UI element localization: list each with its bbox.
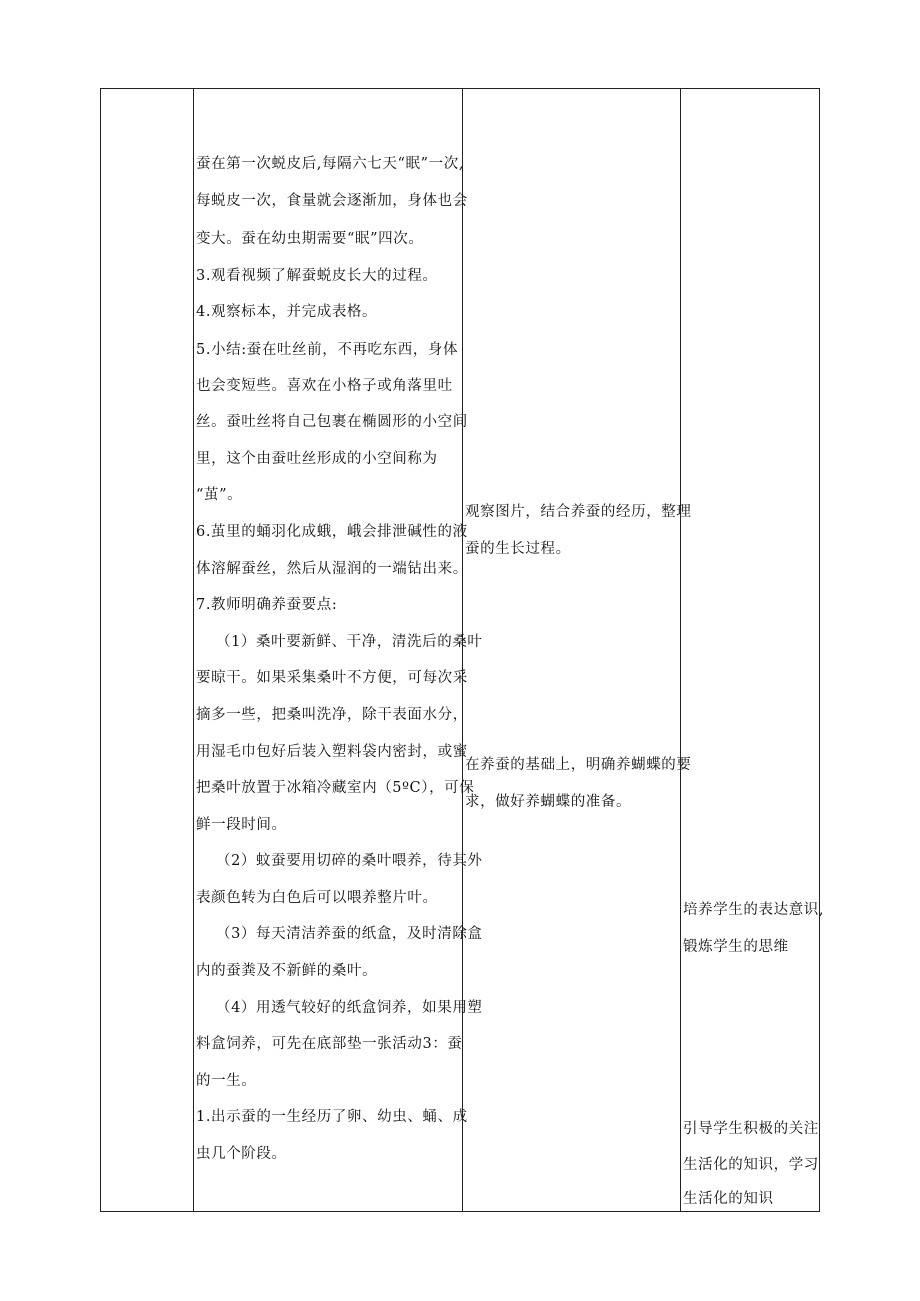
student-line: 求，做好养蝴蝶的准备。 [465,794,632,810]
activity-line: 丝。蚕吐丝将自己包裹在椭圆形的小空间 [196,414,468,430]
activity-line: 把桑叶放置于冰箱冷藏室内（5ºC），可保 [196,780,475,796]
activity-line: 6.茧里的蛹羽化成蛾，峨会排泄碱性的液 [196,524,468,540]
activity-line: 用湿毛巾包好后装入塑料袋内密封，或蜜 [196,744,468,760]
intent-line: 生活化的知识，学习 [683,1157,819,1173]
table-left-border [100,88,101,1212]
intent-line: 引导学生积极的关注 [683,1121,819,1137]
activity-line: 也会变短些。喜欢在小格子或角落里吐 [196,378,453,394]
student-line: 蚕的生长过程。 [465,541,571,557]
activity-line: 1.出示蚕的一生经历了卵、幼虫、蛹、成 [196,1109,468,1125]
activity-line: 7.教师明确养蚕要点: [196,597,338,613]
activity-line: 变大。蚕在幼虫期需要“眠”四次。 [196,231,424,247]
activity-line: “茧”。 [196,487,243,503]
activity-line: 蚕在第一次蜕皮后,每隔六七天“眠”一次, [196,156,465,172]
activity-line: （1）桑叶要新鲜、干净，清洗后的桑叶 [216,634,483,650]
table-right-border [819,88,820,1212]
table-bottom-border [100,1211,820,1212]
activity-line: 里，这个由蚕吐丝形成的小空间称为 [196,451,438,467]
activity-line: 3.观看视频了解蚕蜕皮长大的过程。 [196,268,438,284]
column-divider-3 [680,88,681,1212]
activity-line: （4）用透气较好的纸盒饲养，如果用塑 [216,1000,483,1016]
activity-line: 内的蚕粪及不新鲜的桑叶。 [196,963,378,979]
column-divider-1 [193,88,194,1212]
table-top-border [100,88,820,89]
activity-line: 料盒饲养，可先在底部垫一张活动3：蚕 [196,1036,463,1052]
activity-line: 4.观察标本，并完成表格。 [196,304,378,320]
activity-line: 体溶解蚕丝，然后从湿润的一端钻出来。 [196,561,468,577]
activity-line: （2）蚊蚕要用切碎的桑叶喂养，待其外 [216,853,483,869]
intent-line: 生活化的知识 [683,1191,774,1207]
activity-line: 鲜一段时间。 [196,817,287,833]
activity-line: 摘多一些，把桑叫洗净，除干表面水分， [196,707,468,723]
activity-line: （3）每天清洁养蚕的纸盒，及时清除盒 [216,926,483,942]
activity-line: 每蜕皮一次，食量就会逐渐加，身体也会 [196,193,468,209]
student-line: 观察图片，结合养蚕的经历，整理 [465,504,692,520]
activity-line: 虫几个阶段。 [196,1146,287,1162]
activity-line: 的一生。 [196,1073,257,1089]
activity-line: 要晾干。如果采集桑叶不方便，可每次采 [196,670,468,686]
intent-line: 锻炼学生的思维 [683,939,789,955]
activity-line: 5.小结:蚕在吐丝前，不再吃东西，身体 [196,342,459,358]
intent-line: 培养学生的表达意识, [683,902,825,918]
activity-line: 表颜色转为白色后可以喂养整片叶。 [196,890,438,906]
student-line: 在养蚕的基础上，明确养蝴蝶的要 [465,757,692,773]
